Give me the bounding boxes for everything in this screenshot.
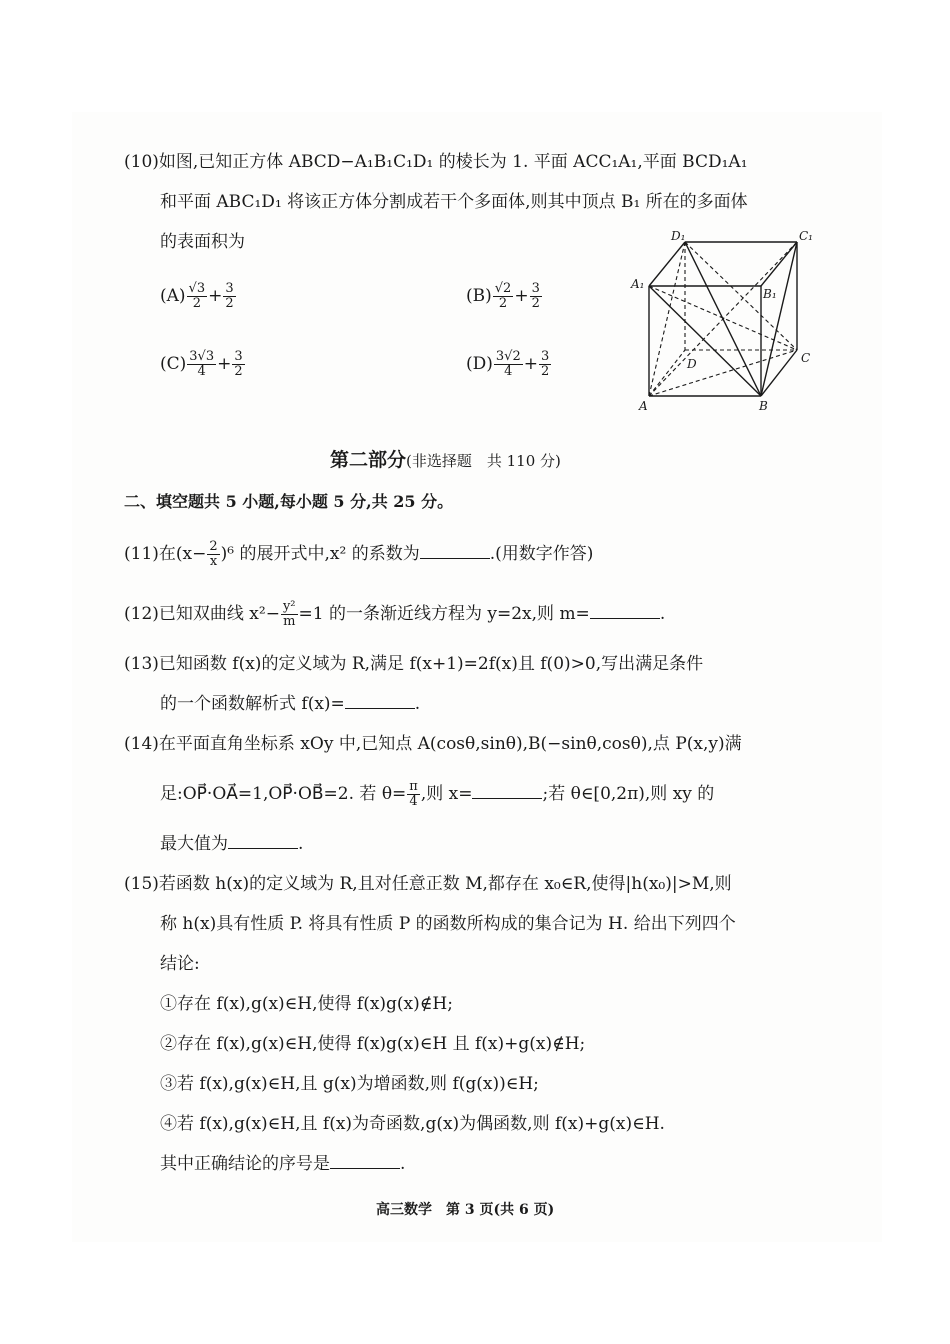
label-b1: B₁ [763, 287, 777, 301]
fraction: $\frac{√2}{2}$ [494, 281, 512, 311]
q10-line3: 的表面积为 [160, 232, 245, 252]
q15-conclusion-1: ①存在 f(x),g(x)∈H,使得 f(x)g(x)∉H; [160, 994, 453, 1014]
q14-line3: 最大值为 . [160, 834, 304, 854]
part2-title: 第二部分 [330, 449, 407, 471]
q15-line1: (15)若函数 h(x)的定义域为 R,且对任意正数 M,都存在 x₀∈R,使得|h(x₀)|>M,则 [124, 874, 732, 894]
fraction: $\frac{3}{2}$ [225, 281, 234, 311]
q15-conclusion-2: ②存在 f(x),g(x)∈H,使得 f(x)g(x)∈H 且 f(x)+g(x)∉H; [160, 1034, 586, 1054]
q10-option-b: (B) $\frac{√2}{2}$ + $\frac{3}{2}$ [466, 281, 540, 311]
fraction: $\frac{3}{2}$ [531, 281, 540, 311]
q15-conclusion-4: ④若 f(x),g(x)∈H,且 f(x)为奇函数,g(x)为偶函数,则 f(x)+g(x)∈H. [160, 1114, 665, 1134]
part2-subtitle: (非选择题 共 110 分) [406, 452, 561, 470]
label-d1: D₁ [671, 229, 686, 243]
q11-answer-blank[interactable] [420, 542, 490, 559]
fraction: $\frac{√3}{2}$ [188, 281, 206, 311]
q14-line2: 足:OP⃗·OA⃗=1,OP⃗·OB⃗=2. 若 θ= $\frac{\pi}{4}$ ,则 x= ;若 θ∈[0,2π),则 xy 的 [160, 779, 715, 809]
q11: (11)在(x− $\frac{2}{x}$ )⁶ 的展开式中,x² 的系数为 .(用数字作答) [124, 539, 594, 569]
cube-figure [625, 228, 825, 418]
label-a: A [639, 399, 648, 413]
part2-heading [330, 448, 561, 473]
label-b: B [759, 399, 768, 413]
fraction: $\frac{\text{y²}}{m}$ [282, 599, 296, 629]
q13-answer-blank[interactable] [345, 692, 415, 709]
q10-option-a: (A) $\frac{√3}{2}$ + $\frac{3}{2}$ [160, 281, 234, 311]
q10-option-d: (D) $\frac{3√2}{4}$ + $\frac{3}{2}$ [466, 349, 550, 379]
fraction: $\frac{3}{2}$ [540, 349, 550, 379]
q14-x-answer-blank[interactable] [472, 782, 542, 799]
label-a1: A₁ [631, 277, 645, 291]
q12: (12)已知双曲线 x²− $\frac{\text{y²}}{m}$ =1 的一条渐近线方程为 y=2x,则 m= . [124, 599, 666, 629]
q13-line2: 的一个函数解析式 f(x)= . [160, 694, 421, 714]
diag-d1c [685, 242, 797, 350]
fraction: $\frac{3√2}{4}$ [495, 349, 521, 379]
q15-last: 其中正确结论的序号是 . [160, 1154, 406, 1174]
q15-line3: 结论: [160, 954, 200, 974]
fraction: $\frac{3}{2}$ [234, 349, 243, 379]
q15-line2: 称 h(x)具有性质 P. 将具有性质 P 的函数所构成的集合记为 H. 给出下列四个 [160, 914, 736, 934]
diag-a1b [649, 286, 761, 396]
q15-conclusion-3: ③若 f(x),g(x)∈H,且 g(x)为增函数,则 f(g(x))∈H; [160, 1074, 539, 1094]
q15-answer-blank[interactable] [330, 1152, 400, 1169]
fraction: $\frac{3√3}{4}$ [189, 349, 215, 379]
label-c: C [801, 351, 811, 365]
fraction: $\frac{2}{x}$ [209, 539, 218, 569]
page-footer: 高三数学 第 3 页(共 6 页) [376, 1202, 555, 1218]
label-c1: C₁ [799, 229, 813, 243]
q10-line2: 和平面 ABC₁D₁ 将该正方体分割成若干个多面体,则其中顶点 B₁ 所在的多面体 [160, 192, 748, 212]
diag-ac [649, 350, 797, 396]
q12-answer-blank[interactable] [590, 602, 660, 619]
q10-option-c: (C) $\frac{3√3}{4}$ + $\frac{3}{2}$ [160, 349, 243, 379]
q13-line1: (13)已知函数 f(x)的定义域为 R,满足 f(x+1)=2f(x)且 f(0)>0,写出满足条件 [124, 654, 704, 674]
q14-line1: (14)在平面直角坐标系 xOy 中,已知点 A(cosθ,sinθ),B(−sinθ,cosθ),点 P(x,y)满 [124, 734, 742, 754]
label-d: D [687, 357, 697, 371]
section2-heading: 二、填空题共 5 小题,每小题 5 分,共 25 分。 [124, 492, 454, 511]
fraction: $\frac{\pi}{4}$ [409, 779, 418, 809]
q10-line1: (10)如图,已知正方体 ABCD−A₁B₁C₁D₁ 的棱长为 1. 平面 ACC₁A₁,平面 BCD₁A₁ [124, 152, 748, 172]
q14-max-answer-blank[interactable] [228, 832, 298, 849]
